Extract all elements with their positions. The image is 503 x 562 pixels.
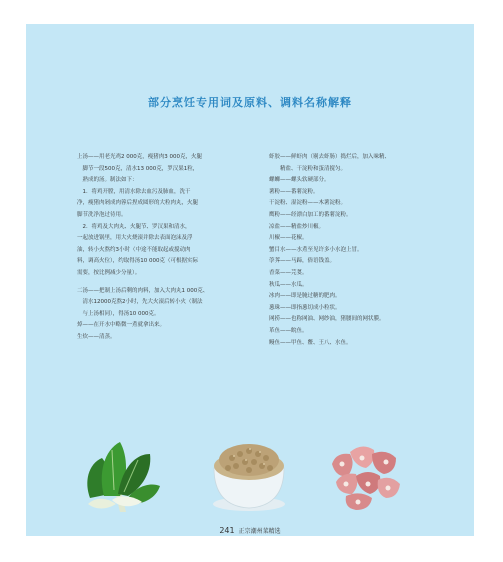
glossary-line: 鳗鱼——甲鱼、鳖、王八、水鱼。: [269, 339, 352, 346]
glossary-line: 一起放进锅里，用大火烧滚并除去表面泡沫及浮: [77, 235, 193, 242]
glossary-line: 1．将鸡开膛，用清水除去血污及肺血，洗干: [77, 188, 191, 195]
glossary-line: 二汤——把制上汤后剩的肉料，加入大肉丸1 000克、: [77, 287, 209, 294]
glossary-line: 需要，按比例减少分量）。: [77, 269, 141, 276]
glossary-line: 熟成的汤。制法如下：: [77, 177, 138, 184]
glossary-line: 2．将鸡及大肉丸、火腿节、罗汉果和清水，: [77, 223, 191, 230]
glossary-line: 精盐、干淀粉和蛋清搅匀。: [269, 165, 347, 172]
glossary-line: 香菜——芫荽。: [269, 269, 308, 276]
glossary-line: 上汤——用老光鸡2 000克，瘦猪肉3 000克，火腿: [77, 154, 202, 160]
glossary-line: 冰肉——即是腌过糖的肥肉。: [269, 293, 341, 300]
glossary-line: 料，调高火位），约取得汤10 000克（可根据实际: [77, 258, 198, 265]
glossary-line: 秋瓜——水瓜。: [269, 281, 308, 288]
glossary-line: 脚节洗净泡过待用。: [77, 211, 127, 218]
glossary-line: 荸荠——马蹄，俗语钱盖。: [269, 258, 336, 265]
pork-ribs-photo: [326, 424, 404, 512]
greens-icon: [87, 442, 160, 512]
glossary-line: 鹰粉——经漂白加工的番薯淀粉。: [269, 211, 352, 218]
peppercorn-bowl-photo: [210, 424, 288, 512]
glossary-line: 净，瘦猪肉剁成肉蓉后捏成圆形的大粒肉丸，火腿: [77, 200, 199, 207]
glossary-line: 焯——在开水中略微一煮就拿出来。: [77, 322, 166, 329]
glossary-line: 油，转小火熬约3小时（中途不能取起或搅动肉: [77, 246, 191, 253]
glossary-line: 蟹目水——水煮至见许多小水泡上冒。: [269, 246, 363, 253]
glossary-line: 生炊——清蒸。: [77, 333, 116, 340]
pork-ribs-icon: [332, 446, 400, 510]
glossary-line: 螺蛳——螺头软硬部分。: [269, 177, 330, 184]
glossary-line: 葱珠——即指葱切成小粒状。: [269, 304, 341, 311]
glossary-line: 清水12000克熬2小时，先大火滚后转小火（制法: [77, 299, 203, 306]
peppercorn-icon: [213, 444, 285, 511]
glossary-line: 网捞——也称网油、网纱油，猪腰间的网状膜。: [269, 316, 385, 323]
glossary-line: 与上汤相同），得汤10 000克。: [77, 310, 160, 317]
greens-photo: [82, 424, 160, 512]
page-footer: [26, 526, 474, 535]
publisher-label: 正宗潮州菜精选: [238, 528, 281, 535]
page-number: 241: [219, 526, 235, 535]
glossary-line: 凉盐——精盐炒川椒。: [269, 223, 325, 230]
page-title: 部分烹饪专用词及原料、调料名称解释: [148, 96, 352, 109]
glossary-line: 薯粉——番薯淀粉。: [269, 188, 319, 195]
glossary-line: 革鱼——鲩鱼。: [269, 327, 308, 334]
right-glossary-column: [269, 152, 469, 349]
glossary-line: 脚节一段500克，清水13 000克，罗汉果1粒，: [77, 165, 199, 172]
page-panel: [26, 24, 474, 536]
glossary-line: 川椒——花椒。: [269, 235, 308, 242]
glossary-line: 虾胶——鲜虾肉（剔去虾肠）捣烂后，加入味精、: [269, 154, 391, 160]
glossary-line: 干淀粉、湿淀粉——木薯淀粉。: [269, 200, 347, 207]
left-glossary-column: [77, 152, 262, 344]
